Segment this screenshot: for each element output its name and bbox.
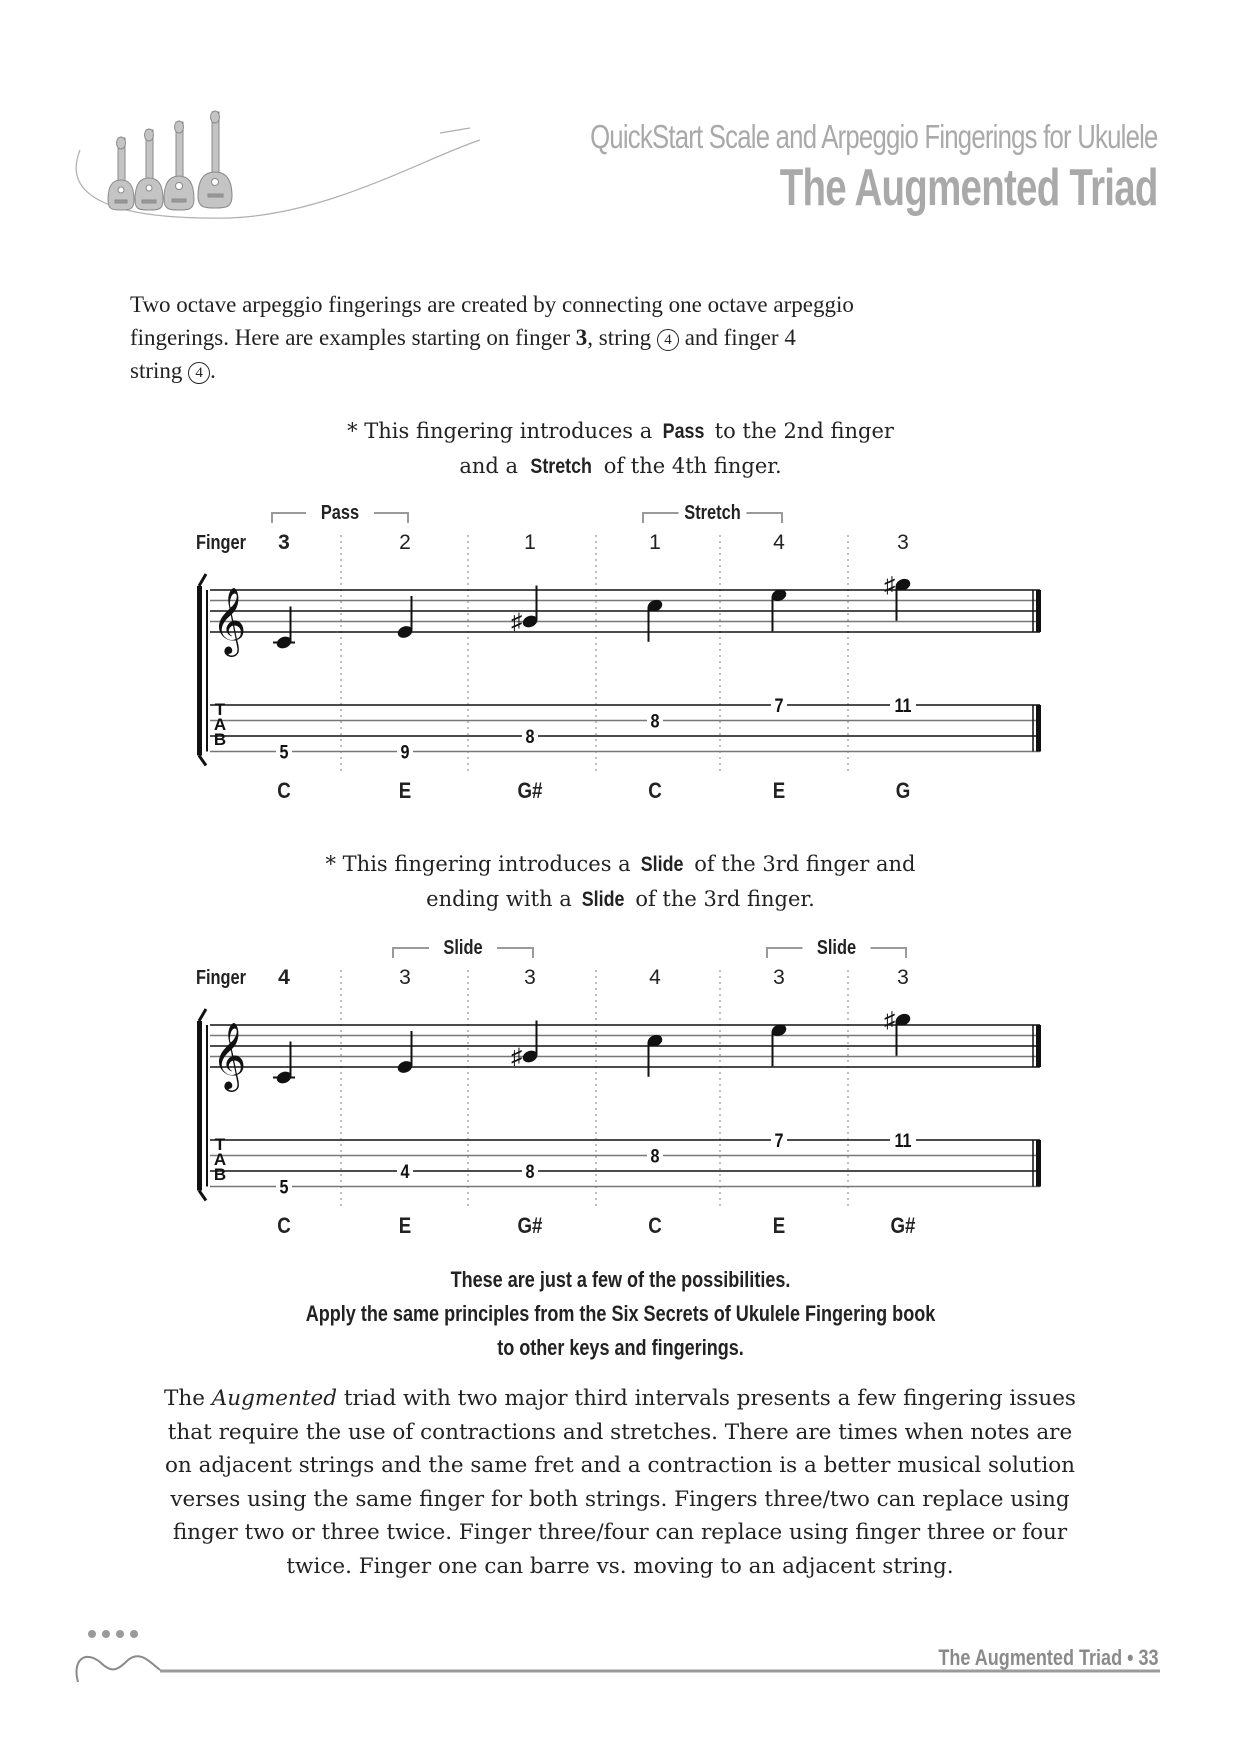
footer-section-title: The Augmented Triad <box>938 1645 1123 1670</box>
footer-page-label <box>939 1645 1159 1671</box>
closing-line: on adjacent strings and the same fret and a contraction is a better musical solution <box>164 1453 1075 1478</box>
four-ukuleles-icon <box>108 111 232 210</box>
callout-line-2: Apply the same principles from the Six Secrets of Ukulele Fingering book <box>305 1301 936 1326</box>
technique-bracket <box>767 935 906 958</box>
tab-fret-number: 8 <box>525 1160 535 1183</box>
intro-text: , string <box>587 325 657 350</box>
sharp-icon: ♯ <box>884 1006 895 1032</box>
bracket-label: Slide <box>816 935 857 959</box>
closing-text: The <box>164 1386 212 1411</box>
tab-fret-number: 4 <box>400 1160 410 1183</box>
tab-fret-number: 9 <box>400 741 410 763</box>
closing-emphasis: Augmented <box>211 1386 337 1411</box>
note <box>511 1021 539 1069</box>
description-text: and a <box>459 454 525 478</box>
tab-fret-number: 5 <box>279 741 289 763</box>
header-subtitle: QuickStart Scale and Arpeggio Fingerings for Ukulele <box>590 118 1158 155</box>
bracket-left <box>393 948 429 958</box>
closing-line: that require the use of contractions and stretches. There are times when notes are <box>167 1419 1073 1445</box>
note <box>770 1022 788 1066</box>
note-name: G# <box>890 1214 916 1239</box>
sharp-icon: ♯ <box>511 608 522 634</box>
technique-term: Slide <box>641 853 684 876</box>
treble-clef-icon: 𝄞 <box>212 1023 247 1088</box>
example-2-description <box>0 847 1241 917</box>
closing-line <box>120 1382 1120 1416</box>
finger-number: 3 <box>399 966 411 989</box>
footer-swoosh-line <box>77 1656 160 1682</box>
intro-line-2 <box>130 321 1050 354</box>
note-name: C <box>648 1214 662 1239</box>
string-number-circle: 4 <box>657 329 679 351</box>
finger-label: Finger <box>196 965 247 989</box>
thick-barline <box>1036 705 1041 752</box>
note-name: E <box>398 1214 412 1239</box>
tab-fret-number: 11 <box>894 694 912 717</box>
tab-fret-number: 8 <box>650 710 660 732</box>
tab-clef-letter: B <box>213 730 227 749</box>
intro-line-1: Two octave arpeggio fingerings are created by connecting one octave arpeggio <box>130 292 854 317</box>
closing-paragraph <box>120 1382 1120 1583</box>
footer-dots-icon <box>88 1630 138 1638</box>
note <box>511 586 539 634</box>
tab-clef-letter: T <box>214 700 226 719</box>
note-name: E <box>398 779 412 804</box>
finger-number: 3 <box>575 325 588 350</box>
technique-bracket <box>393 935 533 958</box>
bracket-bottom-hook <box>199 1191 206 1201</box>
closing-line: twice. Finger one can barre vs. moving to an adjacent string. <box>286 1553 954 1579</box>
finger-number: 1 <box>524 531 536 554</box>
callout-line-3: to other keys and fingerings. <box>497 1335 744 1360</box>
description-text: * This fingering introduces a <box>325 852 638 876</box>
sharp-icon: ♯ <box>511 1043 522 1069</box>
bracket-left <box>767 948 803 958</box>
note <box>396 1031 414 1075</box>
bracket-bottom-hook <box>199 756 206 766</box>
bracket-right <box>871 948 907 958</box>
description-line <box>0 449 1241 484</box>
bracket-left <box>272 513 306 523</box>
example-1-description <box>0 414 1241 484</box>
bracket-label: Slide <box>443 935 483 959</box>
sharp-icon: ♯ <box>884 571 895 597</box>
bracket-top-hook <box>199 574 206 586</box>
intro-text: fingerings. Here are examples starting on finger <box>130 325 576 350</box>
note <box>884 1007 912 1056</box>
description-line <box>0 414 1241 449</box>
treble-clef-icon: 𝄞 <box>212 588 247 653</box>
closing-line: finger two or three twice. Finger three/four can replace using finger three or four <box>172 1520 1068 1545</box>
page-number: 33 <box>1138 1645 1159 1670</box>
intro-text: . <box>210 358 216 383</box>
intro-text: string <box>130 358 189 383</box>
tab-fret-number: 8 <box>525 725 535 748</box>
finger-number: 3 <box>278 531 290 554</box>
bracket-label: Stretch <box>684 500 741 524</box>
tab-clef-letter: T <box>214 1135 226 1154</box>
bracket-label: Pass <box>320 500 360 524</box>
technique-term: Slide <box>582 888 625 911</box>
tab-clef-letter: A <box>213 715 227 734</box>
note <box>396 596 414 640</box>
note-name: E <box>772 1214 786 1239</box>
thick-barline <box>1036 1025 1041 1067</box>
note <box>770 587 788 631</box>
note <box>273 1042 295 1086</box>
description-line <box>0 882 1241 917</box>
description-text: ending with a <box>426 887 579 911</box>
description-text: of the 3rd finger and <box>687 852 916 876</box>
note-name: C <box>277 779 291 804</box>
tab-clef-letter: A <box>213 1150 227 1169</box>
note-name: C <box>277 1214 291 1239</box>
finger-number: 4 <box>649 966 661 989</box>
description-line <box>0 847 1241 882</box>
note-name: G# <box>517 779 543 804</box>
callout <box>112 1263 1130 1365</box>
finger-label: Finger <box>196 530 247 554</box>
tab-fret-number: 5 <box>279 1176 289 1198</box>
note <box>646 1033 664 1077</box>
note <box>646 598 664 642</box>
bracket-left <box>643 513 679 523</box>
note-name: C <box>648 779 662 804</box>
thick-barline <box>1036 1140 1041 1187</box>
tab-fret-number: 11 <box>894 1129 912 1152</box>
finger-number: 2 <box>399 531 411 554</box>
technique-term: Stretch <box>530 455 592 478</box>
intro-paragraph <box>130 288 1050 387</box>
callout-line-1: These are just a few of the possibilities. <box>450 1267 791 1292</box>
system-bracket <box>197 586 202 756</box>
tab-fret-number: 8 <box>650 1145 660 1167</box>
finger-number: 3 <box>524 966 536 989</box>
bracket-right <box>374 513 408 523</box>
notation-example-1 <box>0 490 1241 810</box>
finger-number: 3 <box>897 966 909 989</box>
technique-term: Pass <box>662 420 705 443</box>
note-name: G <box>895 779 911 804</box>
intro-text: and finger 4 <box>678 325 796 350</box>
finger-number: 4 <box>278 966 290 989</box>
technique-bracket <box>272 500 408 523</box>
note <box>273 607 295 651</box>
description-text: of the 3rd finger. <box>628 887 815 911</box>
finger-number: 3 <box>897 531 909 554</box>
notation-example-2 <box>0 925 1241 1245</box>
intro-line-3 <box>130 354 1050 387</box>
note <box>884 572 912 621</box>
closing-line: verses using the same finger for both strings. Fingers three/two can replace using <box>170 1486 1070 1512</box>
description-text: to the 2nd finger <box>707 419 894 443</box>
finger-number: 1 <box>649 531 661 554</box>
thick-barline <box>1036 590 1041 632</box>
bracket-top-hook <box>199 1009 206 1021</box>
tab-fret-number: 7 <box>774 694 784 717</box>
technique-bracket <box>643 500 782 523</box>
closing-text: triad with two major third intervals presents a few fingering issues <box>337 1386 1076 1411</box>
finger-number: 3 <box>773 966 785 989</box>
note-name: E <box>772 779 786 804</box>
tab-clef-letter: B <box>213 1165 227 1184</box>
description-text: of the 4th finger. <box>597 454 782 478</box>
tab-fret-number: 7 <box>774 1129 784 1152</box>
description-text: * This fingering introduces a <box>347 419 659 443</box>
string-number-circle: 4 <box>188 362 210 384</box>
footer-separator: • <box>1127 1645 1134 1670</box>
bracket-right <box>747 513 783 523</box>
finger-number: 4 <box>773 531 785 554</box>
bracket-right <box>497 948 533 958</box>
note-name: G# <box>517 1214 543 1239</box>
page-title: The Augmented Triad <box>780 159 1158 217</box>
system-bracket <box>197 1021 202 1191</box>
